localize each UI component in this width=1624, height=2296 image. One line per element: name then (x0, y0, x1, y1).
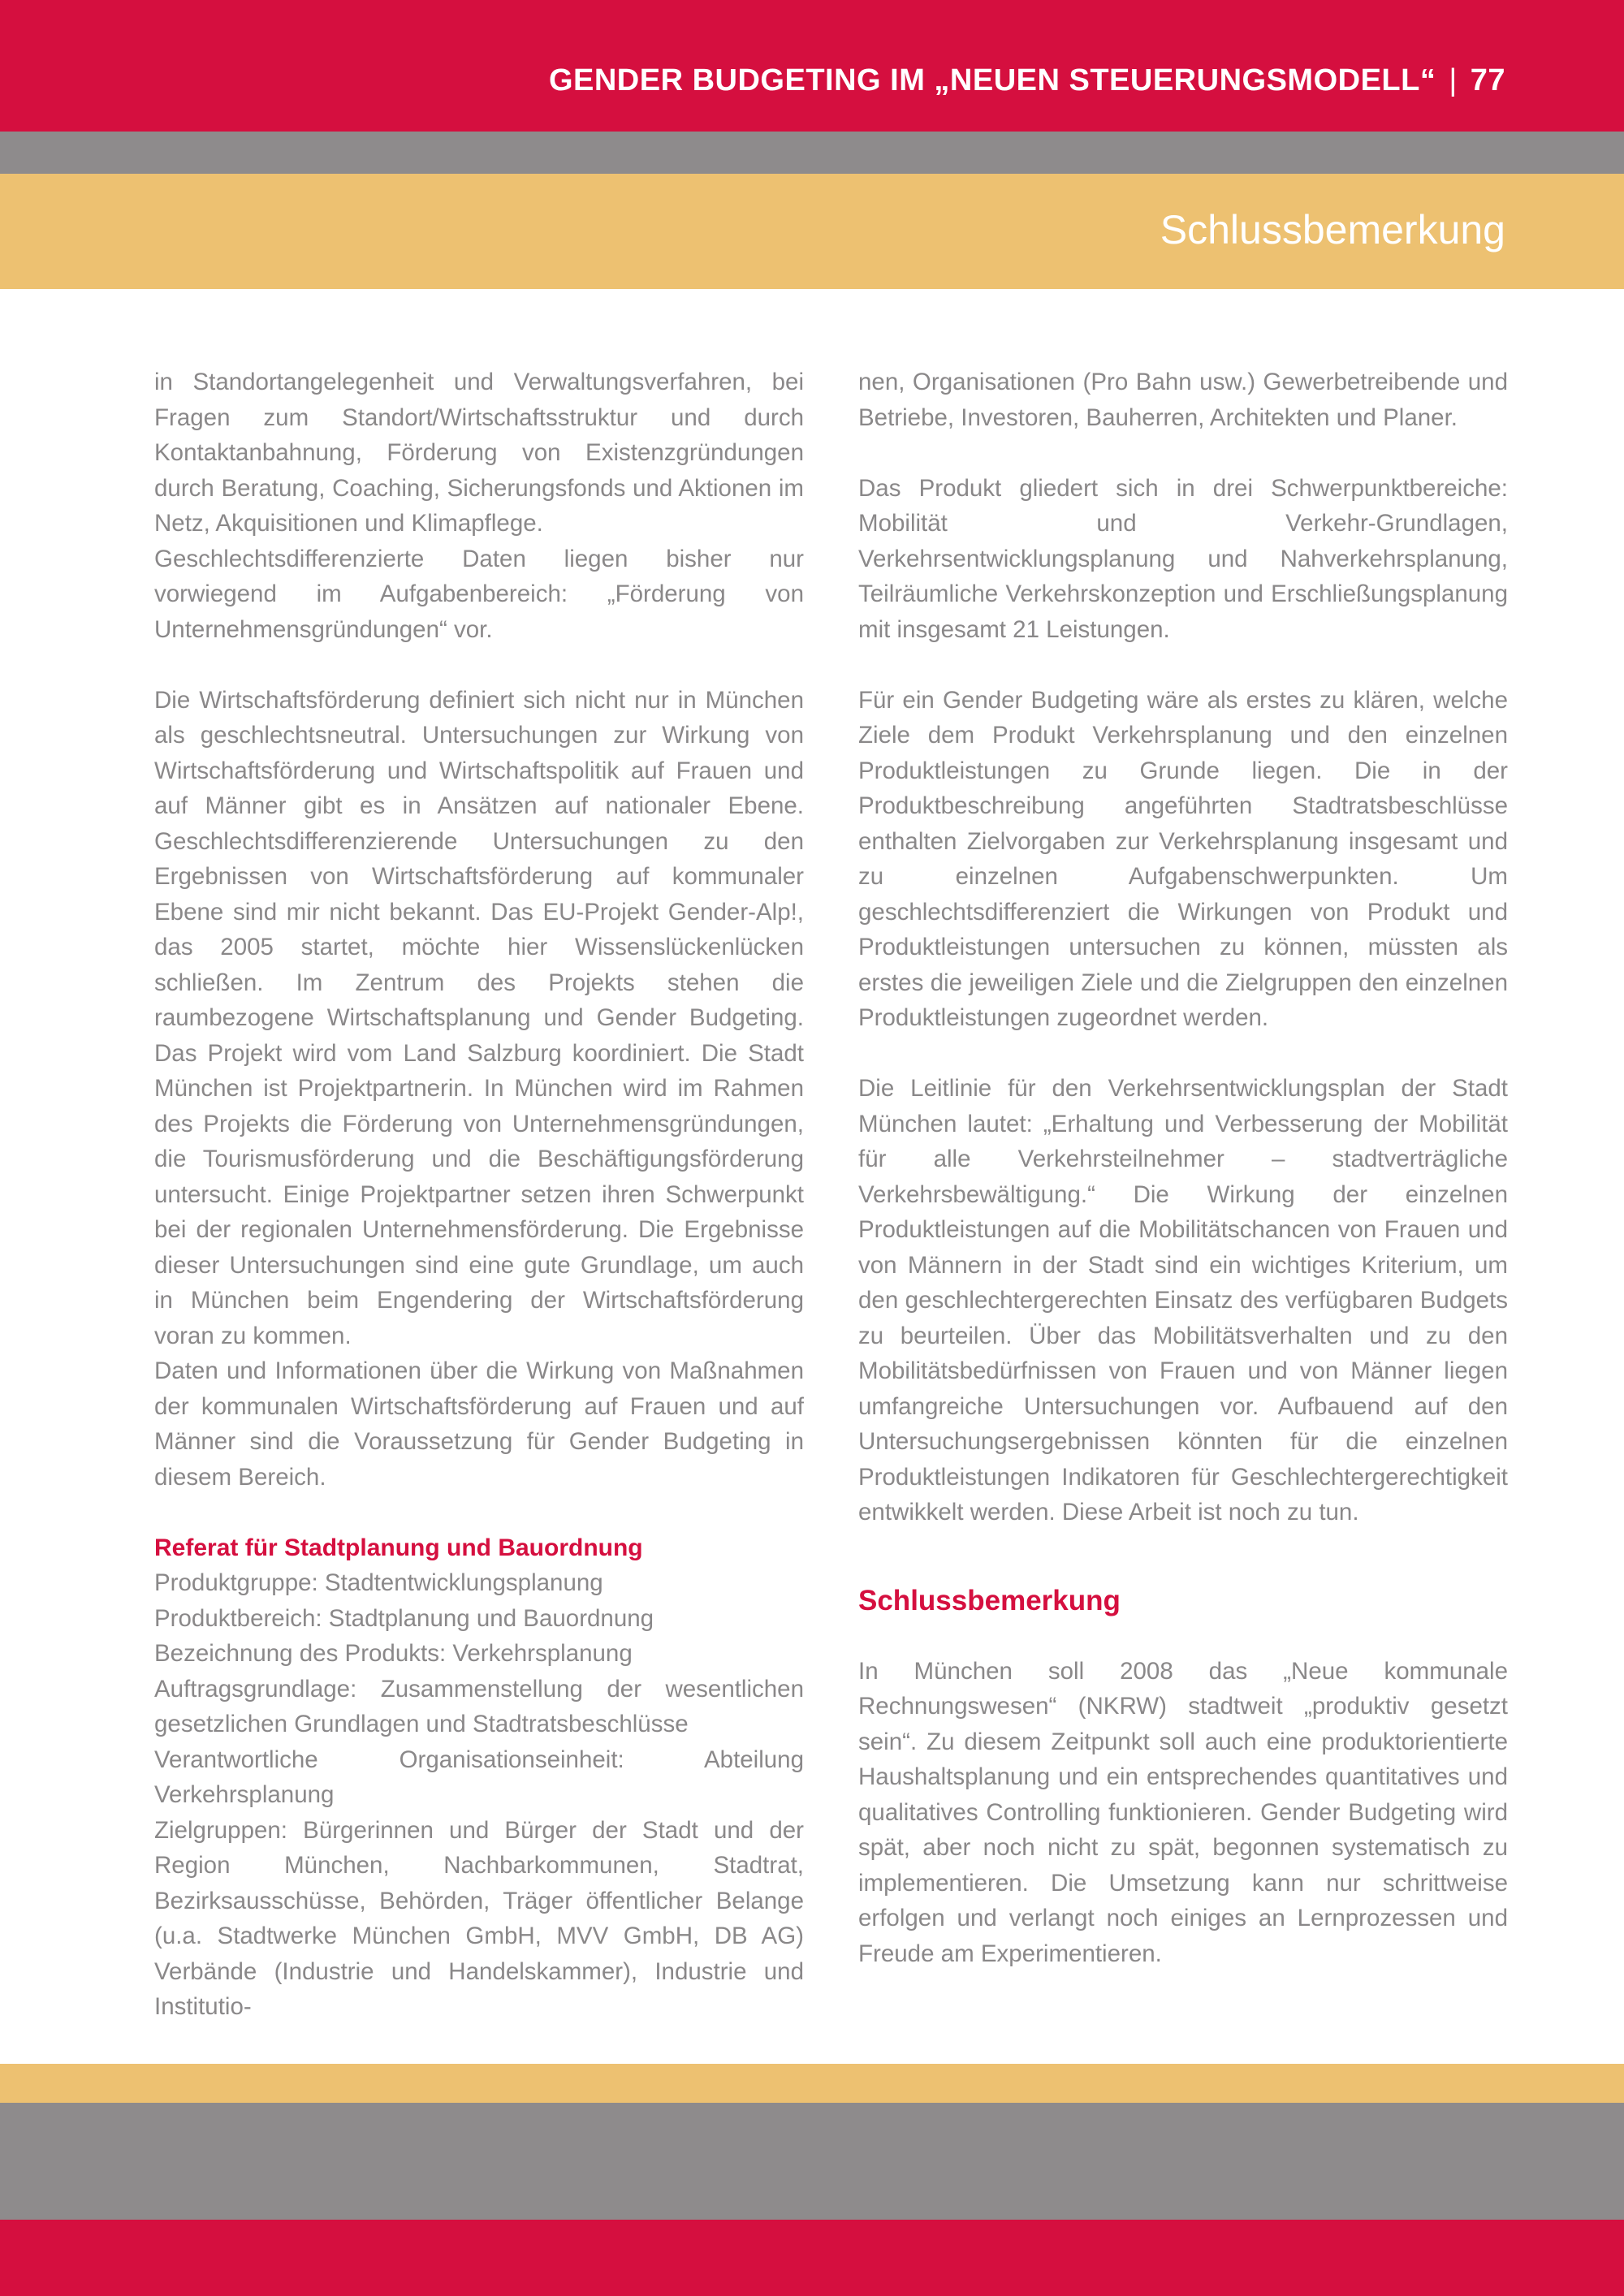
paragraph: Die Wirtschaftsförderung definiert sich nicht nur in München als geschlechtsneutral. Untersuchungen zur Wirkung von Wirtschaftsförderung und Wirtschaftspolitik auf Frauen und auf Männer gibt es in Ansätzen auf nationaler Ebene. Geschlechtsdifferenzierende Untersuchungen zu den Ergebnissen von Wirtschaftsförderung auf kommunaler Ebene sind mir nicht bekannt. Das EU-Projekt Gender-Alp!, das 2005 startet, möchte hier Wissenslückenlücken schließen. Im Zentrum des Projekts stehen die raumbezogene Wirtschaftsplanung und Gender Budgeting. Das Projekt wird vom Land Salzburg koordiniert. Die Stadt München ist Projektpartnerin. In München wird im Rahmen des Projekts die Förderung von Unternehmensgründungen, die Tourismusförderung und die Beschäftigungsförderung untersucht. Einige Projektpartner setzen ihren Schwerpunkt bei der regionalen Unternehmensförderung. Die Ergebnisse dieser Untersuchungen sind eine gute Grundlage, um auch in München beim Engendering der Wirtschaftsförderung voran zu kommen. (154, 686, 804, 1349)
running-header (549, 63, 1505, 98)
section-heading: Schlussbemerkung (858, 1584, 1121, 1616)
left-column (154, 365, 804, 2025)
info-line: Auftragsgrundlage: Zusammenstellung der wesentlichen gesetzlichen Grundlagen und Stadtratsbeschlüsse (154, 1675, 804, 1737)
info-line: Produktgruppe: Stadtentwicklungsplanung (154, 1569, 603, 1596)
right-column (858, 365, 1508, 1971)
subheading-referat: Referat für Stadtplanung und Bauordnung (154, 1534, 643, 1561)
footer-red-band (0, 2220, 1624, 2296)
footer-gray-band (0, 2103, 1624, 2220)
paragraph: Die Leitlinie für den Verkehrsentwicklungsplan der Stadt München lautet: „Erhaltung und Verbesserung der Mobilität für alle Verkehrsteilnehmer – stadtverträgliche Verkehrsbewältigung.“ Die Wirkung der einzelnen Produktleistungen auf die Mobilitätschancen von Frauen und von Männern in der Stadt sind ein wichtiges Kriterium, um den geschlechtergerechten Einsatz des verfügbaren Budgets zu beurteilen. Über das Mobilitätsverhalten und zu den Mobilitätsbedürfnissen von Frauen und von Männer liegen umfangreiche Untersuchungen vor. Aufbauend auf den Untersuchungsergebnissen könnten für die einzelnen Produktleistungen Indikatoren für Geschlechtergerechtigkeit entwikkelt werden. Diese Arbeit ist noch zu tun. (858, 1075, 1508, 1526)
paragraph: Daten und Informationen über die Wirkung von Maßnahmen der kommunalen Wirtschaftsförderung auf Frauen und auf Männer sind die Voraussetzung für Gender Budgeting in diesem Bereich. (154, 1357, 804, 1491)
paragraph: Für ein Gender Budgeting wäre als erstes zu klären, welche Ziele dem Produkt Verkehrsplanung und den einzelnen Produktleistungen zu Grunde liegen. Die in der Produktbeschreibung angeführten Stadtratsbeschlüsse enthalten Zielvorgaben zur Verkehrsplanung insgesamt und zu einzelnen Aufgabenschwerpunkten. Um geschlechtsdifferenziert die Wirkungen von Produkt und Produktleistungen untersuchen zu können, müssten als erstes die jeweiligen Ziele und die Zielgruppen den einzelnen Produktleistungen zugeordnet werden. (858, 686, 1508, 1031)
info-line: Verantwortliche Organisationseinheit: Abteilung Verkehrsplanung (154, 1746, 804, 1808)
page-number: 77 (1470, 63, 1505, 97)
footer-yellow-band (0, 2064, 1624, 2103)
paragraph: nen, Organisationen (Pro Bahn usw.) Gewerbetreibende und Betriebe, Investoren, Bauherren, Architekten und Planer. (858, 369, 1508, 431)
info-line: Zielgruppen: Bürgerinnen und Bürger der Stadt und der Region München, Nachbarkommunen, Stadtrat, Bezirksausschüsse, Behörden, Träger öffentlicher Belange (u.a. Stadtwerke München GmbH, MVV GmbH, DB AG) Verbände (Industrie und Handelskammer), Industrie und Institutio- (154, 1816, 804, 2020)
info-line: Produktbereich: Stadtplanung und Bauordnung (154, 1604, 654, 1632)
running-header-title: GENDER BUDGETING IM „NEUEN STEUERUNGSMODELL“ (548, 63, 1436, 97)
paragraph: Das Produkt gliedert sich in drei Schwerpunktbereiche: Mobilität und Verkehr-Grundlagen, Verkehrsentwicklungsplanung und Nahverkehrsplanung, Teilräumliche Verkehrskonzeption und Erschließungsplanung mit insgesamt 21 Leistungen. (858, 474, 1508, 643)
section-banner-title: Schlussbemerkung (1160, 207, 1505, 252)
header-gray-band (0, 132, 1624, 174)
running-header-separator: | (1449, 63, 1458, 97)
paragraph: In München soll 2008 das „Neue kommunale Rechnungswesen“ (NKRW) stadtweit „produktiv gesetzt sein“. Zu diesem Zeitpunkt soll auch eine produktorientierte Haushaltsplanung und ein entsprechendes quantitatives und qualitatives Controlling funktionieren. Gender Budgeting wird spät, aber noch nicht zu spät, begonnen systematisch zu implementieren. Die Umsetzung kann nur schrittweise erfolgen und verlangt noch einiges an Lernprozessen und Freude am Experimentieren. (858, 1657, 1508, 1967)
paragraph: Geschlechtsdifferenzierte Daten liegen bisher nur vorwiegend im Aufgabenbereich: „Förderung von Unternehmensgründungen“ vor. (154, 545, 804, 643)
info-line: Bezeichnung des Produkts: Verkehrsplanung (154, 1640, 633, 1667)
paragraph: in Standortangelegenheit und Verwaltungsverfahren, bei Fragen zum Standort/Wirtschaftsstruktur und durch Kontaktanbahnung, Förderung von Existenzgründungen durch Beratung, Coaching, Sicherungsfonds und Aktionen im Netz, Akquisitionen und Klimapflege. (154, 369, 804, 537)
